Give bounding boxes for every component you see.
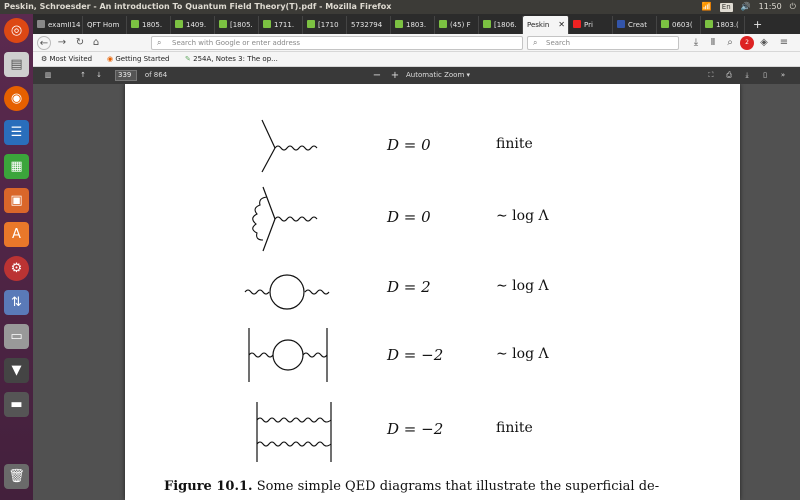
divergence-result: ∼ log Λ: [496, 278, 549, 294]
wifi-icon[interactable]: 📶: [701, 2, 712, 11]
tab[interactable]: [613, 16, 657, 34]
close-tab-icon[interactable]: ✕: [558, 20, 565, 29]
tools-icon[interactable]: »: [780, 71, 786, 79]
bookmark-label: Most Visited: [49, 55, 93, 63]
sidebar-toggle-icon[interactable]: ▥: [44, 71, 52, 79]
url-placeholder: Search with Google or enter address: [172, 39, 301, 47]
forward-arrow-icon[interactable]: →: [57, 37, 67, 48]
bookmark-getting-started[interactable]: ◉ Getting Started: [107, 55, 170, 63]
previous-page-icon[interactable]: ↑: [80, 71, 86, 79]
feynman-diagram-vertex-correction: [253, 184, 333, 254]
tab-label: 5732794: [351, 21, 383, 29]
figure-caption: [164, 478, 724, 496]
pdf-viewer[interactable]: [33, 84, 800, 500]
window-title: Peskin, Schroesder - An introduction To Quantum Field Theory(T).pdf - Mozilla Firefox: [4, 2, 392, 11]
volume-icon[interactable]: 🔊: [740, 2, 751, 11]
bookmark-254a-notes[interactable]: ✎ 254A, Notes 3: The op...: [185, 55, 278, 63]
tab-label: 1805.: [142, 21, 163, 29]
storage-icon[interactable]: ▬: [4, 392, 29, 417]
system-top-panel: [0, 0, 800, 14]
bookmark-label: 254A, Notes 3: The op...: [193, 55, 278, 63]
tab-label: examII14: [48, 21, 81, 29]
home-icon[interactable]: ⌂: [92, 37, 100, 48]
feynman-diagram-vacuum-polarization: [245, 272, 335, 312]
download-icon[interactable]: ⤓: [693, 37, 699, 48]
bookmark-icon[interactable]: ▯: [763, 71, 767, 79]
tab-label: (45) F: [450, 21, 471, 29]
disk-icon[interactable]: ▼: [4, 358, 29, 383]
extension-icon[interactable]: ◈: [760, 37, 768, 48]
feynman-diagram-vertex: [260, 114, 330, 174]
tab[interactable]: [83, 16, 127, 34]
files-icon[interactable]: ▤: [4, 52, 29, 77]
tab[interactable]: [215, 16, 259, 34]
tab[interactable]: [701, 16, 745, 34]
download-icon[interactable]: ⤓: [745, 71, 749, 79]
tab[interactable]: [479, 16, 523, 34]
system-tray: [702, 0, 796, 14]
divergence-result: ∼ log Λ: [496, 208, 549, 224]
adblock-badge: 2: [745, 39, 749, 46]
dimension-label: D = 2: [387, 278, 431, 296]
ubuntu-dash-icon[interactable]: ◎: [4, 18, 29, 43]
tab-label: 1409.: [186, 21, 207, 29]
network-icon[interactable]: ⇅: [4, 290, 29, 315]
keyboard-layout-indicator[interactable]: En: [721, 2, 731, 11]
search-icon: ⌕: [533, 38, 538, 47]
caption-text: Some simple QED diagrams that illustrate the superficial de-: [256, 479, 660, 494]
tab-label: 1711.: [274, 21, 295, 29]
feynman-diagram-two-photon-exchange: [255, 400, 335, 464]
bookmark-most-visited[interactable]: ⚙ Most Visited: [41, 55, 93, 63]
tab-label: 1803.(: [716, 21, 739, 29]
tab-label: [1805.: [230, 21, 253, 29]
page-count: of 864: [144, 71, 168, 79]
navigation-bar: [33, 34, 800, 52]
tab[interactable]: [303, 16, 347, 34]
url-bar[interactable]: [151, 36, 523, 50]
drive-icon[interactable]: ▭: [4, 324, 29, 349]
tab-label: [1806.: [494, 21, 517, 29]
divergence-result: ∼ log Λ: [496, 346, 549, 362]
divergence-result: finite: [496, 420, 533, 436]
writer-icon[interactable]: ☰: [4, 120, 29, 145]
search-box[interactable]: [527, 36, 679, 50]
zoom-select[interactable]: Automatic Zoom ▾: [405, 71, 471, 79]
tab-label: 1803.: [406, 21, 427, 29]
tab-label: QFT Hom: [87, 21, 120, 29]
calc-icon[interactable]: ▦: [4, 154, 29, 179]
search-placeholder: Search: [546, 39, 571, 47]
pdf-page: [125, 84, 740, 500]
tab[interactable]: [657, 16, 701, 34]
software-center-icon[interactable]: A: [4, 222, 29, 247]
dimension-label: D = 0: [387, 208, 431, 226]
tab-label: Pri: [584, 21, 593, 29]
zoom-out-icon[interactable]: −: [372, 70, 382, 81]
bookmark-label: Getting Started: [115, 55, 170, 63]
tab[interactable]: [347, 16, 391, 34]
reload-icon[interactable]: ↻: [75, 37, 85, 48]
adblock-icon[interactable]: [740, 36, 754, 50]
tab-strip: [33, 14, 800, 34]
tab[interactable]: [435, 16, 479, 34]
back-arrow-icon[interactable]: ←: [37, 36, 51, 50]
menu-icon[interactable]: ≡: [779, 37, 789, 48]
tab-label: Peskin: [527, 21, 550, 29]
tab[interactable]: [33, 16, 83, 34]
next-page-icon[interactable]: ↓: [96, 71, 102, 79]
zoom-in-icon[interactable]: +: [390, 70, 400, 81]
presentation-mode-icon[interactable]: ⛶: [708, 71, 714, 79]
clock[interactable]: 11:50: [758, 2, 782, 11]
divergence-result: finite: [496, 136, 533, 152]
bookmarks-bar: [33, 52, 800, 67]
tab[interactable]: [127, 16, 171, 34]
tab[interactable]: [171, 16, 215, 34]
settings-icon[interactable]: ⚙: [4, 256, 29, 281]
feynman-diagram-photon-loop-boxed: [247, 324, 333, 384]
search-icon: ⌕: [157, 38, 162, 47]
library-icon[interactable]: Ⅱ: [710, 37, 716, 48]
firefox-icon[interactable]: ◉: [4, 86, 29, 111]
ubuntu-launcher: [0, 14, 33, 500]
caption-label: Figure 10.1.: [164, 479, 253, 494]
pdf-toolbar: [33, 67, 800, 84]
power-icon[interactable]: ⏻: [789, 2, 796, 11]
tab-active[interactable]: [523, 16, 569, 34]
tab[interactable]: [259, 16, 303, 34]
zoom-icon[interactable]: ⌕: [727, 37, 733, 48]
tab-label: Creat: [628, 21, 647, 29]
trash-icon[interactable]: 🗑: [4, 464, 29, 489]
print-icon[interactable]: ⎙: [726, 71, 732, 79]
zoom-select-value: Automatic Zoom: [405, 71, 465, 79]
dimension-label: D = −2: [387, 346, 444, 364]
tab-label: 0603(: [672, 21, 693, 29]
tab[interactable]: [569, 16, 613, 34]
tab[interactable]: [391, 16, 435, 34]
tab-label: [1710: [318, 21, 339, 29]
dimension-label: D = 0: [387, 136, 431, 154]
new-tab-button[interactable]: +: [753, 18, 763, 31]
dimension-label: D = −2: [387, 420, 444, 438]
impress-icon[interactable]: ▣: [4, 188, 29, 213]
page-number-input[interactable]: 339: [115, 70, 137, 81]
